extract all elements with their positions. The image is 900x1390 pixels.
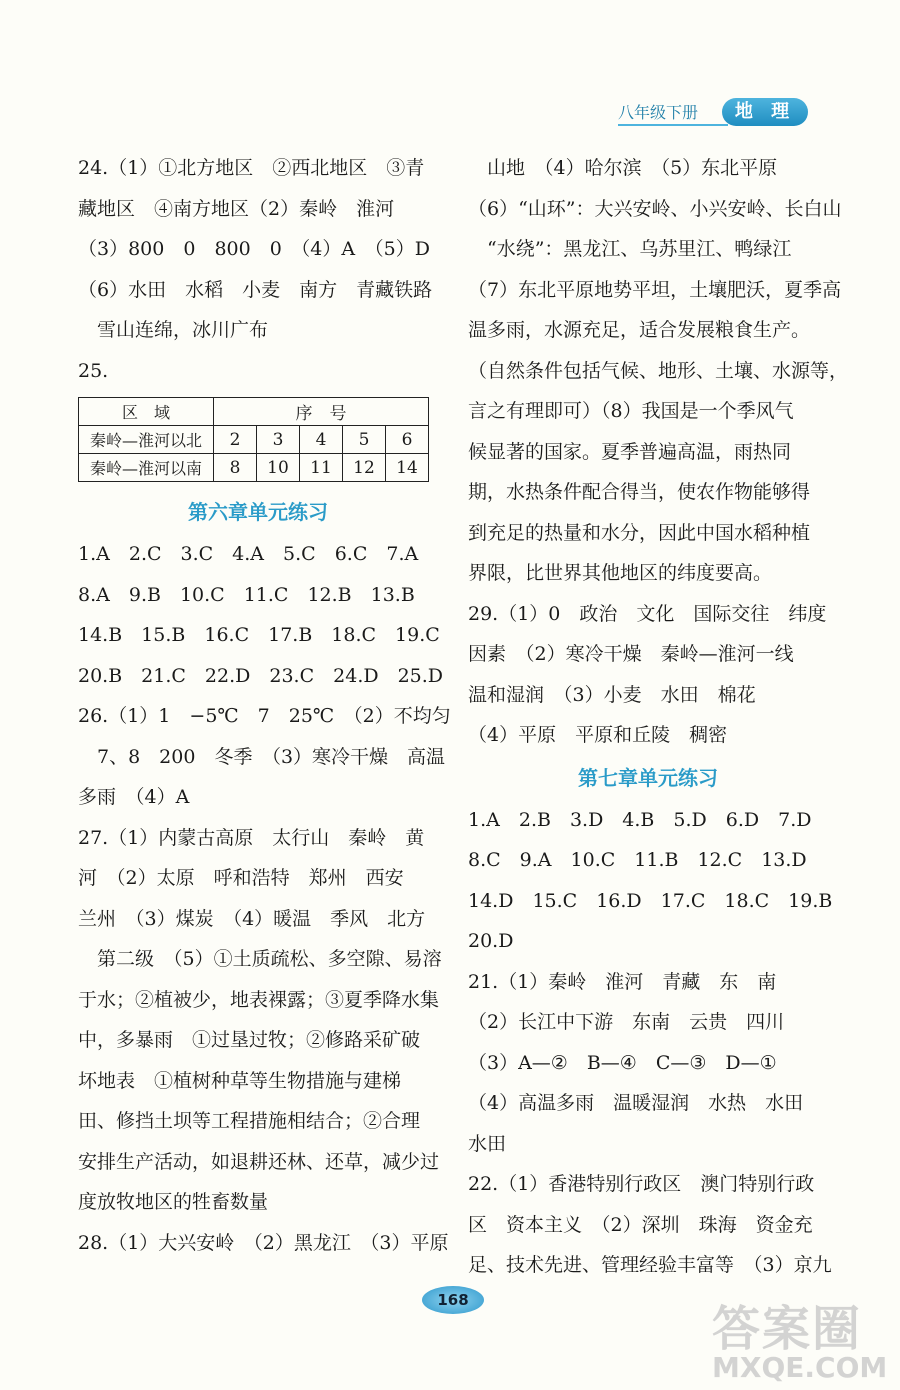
answer-line: 温和湿润 （3）小麦 水田 棉花: [468, 683, 756, 706]
table-cell: 4: [300, 426, 343, 454]
answer-line: 22.（1）香港特别行政区 澳门特别行政: [468, 1173, 815, 1195]
table-cell: 2: [214, 426, 257, 454]
answer-line: 1.A 2.B 3.D 4.B 5.D 6.D 7.D: [468, 808, 812, 831]
chapter-6-heading: 第六章单元练习: [188, 500, 328, 524]
table-row-label: 秦岭—淮河以南: [79, 454, 214, 482]
answer-line: 8.C 9.A 10.C 11.B 12.C 13.D: [468, 849, 807, 871]
answer-line: 安排生产活动，如退耕还林、还草，减少过: [78, 1150, 440, 1173]
table-header-row: [79, 398, 429, 426]
right-answers-a: [468, 148, 849, 756]
answer-line: 到充足的热量和水分，因此中国水稻种植: [468, 521, 811, 544]
table-cell: 8: [214, 454, 257, 482]
table-row: [79, 454, 429, 482]
left-column: [78, 148, 451, 1263]
answer-line: 20.B 21.C 22.D 23.C 24.D 25.D: [78, 664, 444, 687]
page-header: [618, 98, 808, 128]
table-cell: 6: [386, 426, 429, 454]
answer-line: 足、技术先进、管理经验丰富等 （3）京九: [468, 1254, 832, 1276]
answer-line: 田、修挡土坝等工程措施相结合；②合理: [78, 1110, 421, 1132]
answer-line: 25.: [78, 359, 109, 382]
watermark-text: 答案圈: [712, 1301, 863, 1357]
answer-line: 24.（1）①北方地区 ②西北地区 ③青: [78, 157, 425, 179]
table-cell: 11: [300, 454, 343, 482]
left-answers-a: [78, 148, 438, 391]
answer-line: 区 资本主义 （2）深圳 珠海 资金充: [468, 1213, 813, 1236]
answer-line: （自然条件包括气候、地形、土壤、水源等，: [468, 359, 849, 382]
header-underline: [618, 124, 728, 126]
answer-line: 29.（1）0 政治 文化 国际交往 纬度: [468, 602, 827, 625]
answer-line: 21.（1）秦岭 淮河 青藏 东 南: [468, 970, 777, 993]
answer-line: （4）高温多雨 温暖湿润 水热 水田: [468, 1092, 804, 1114]
table-row: [79, 426, 429, 454]
answer-line: 河 （2）太原 呼和浩特 郑州 西安: [78, 867, 404, 889]
answer-line: 8.A 9.B 10.C 11.C 12.B 13.B: [78, 583, 415, 606]
answer-line: （3）800 0 800 0 （4）A （5）D: [78, 238, 430, 260]
answer-line: 水田: [468, 1132, 507, 1155]
answer-line: （2）长江中下游 东南 云贵 四川: [468, 1011, 785, 1033]
right-column: [468, 148, 849, 1286]
answer-line: 温多雨，水源充足，适合发展粮食生产。: [468, 319, 811, 341]
answer-line: 期，水热条件配合得当，使农作物能够得: [468, 481, 811, 503]
page-number: 168: [422, 1286, 484, 1314]
answer-line: 7、8 200 冬季 （3）寒冷干燥 高温: [78, 745, 446, 768]
table-header-number: 序 号: [214, 398, 429, 426]
answer-line: 14.D 15.C 16.D 17.C 18.C 19.B: [468, 889, 833, 912]
table-cell: 10: [257, 454, 300, 482]
table-cell: 5: [343, 426, 386, 454]
answer-line: “水绕”：黑龙江、乌苏里江、鸭绿江: [468, 238, 792, 260]
region-table: [78, 397, 429, 482]
watermark-logo: [712, 1290, 897, 1385]
answer-line: 坏地表 ①植树种草等生物措施与建梯: [78, 1069, 402, 1092]
answer-line: 20.D: [468, 930, 514, 952]
answer-line: 兰州 （3）煤炭 （4）暖温 季风 北方: [78, 907, 426, 930]
table-header-region: 区 域: [79, 398, 214, 426]
answer-line: 1.A 2.C 3.C 4.A 5.C 6.C 7.A: [78, 543, 419, 565]
answer-line: （7）东北平原地势平坦，土壤肥沃，夏季高: [468, 278, 842, 301]
answer-line: 界限，比世界其他地区的纬度要高。: [468, 562, 773, 584]
answer-line: 27.（1）内蒙古高原 太行山 秦岭 黄: [78, 826, 425, 849]
grade-label: 八年级下册: [618, 103, 699, 122]
answer-line: 于水；②植被少，地表裸露；③夏季降水集: [78, 988, 440, 1011]
answer-line: （4）平原 平原和丘陵 稠密: [468, 724, 728, 746]
left-answers-b: [78, 534, 451, 1263]
answer-line: 14.B 15.B 16.C 17.B 18.C 19.C: [78, 624, 440, 646]
answer-line: 雪山连绵，冰川广布: [78, 319, 269, 341]
table-cell: 12: [343, 454, 386, 482]
answer-line: 言之有理即可）（8）我国是一个季风气: [468, 400, 794, 422]
answer-line: 因素 （2）寒冷干燥 秦岭—淮河一线: [468, 643, 794, 665]
answer-line: （6）“山环”：大兴安岭、小兴安岭、长白山: [468, 197, 842, 220]
answer-line: 藏地区 ④南方地区（2）秦岭 淮河: [78, 197, 395, 220]
chapter-7-heading: 第七章单元练习: [578, 765, 718, 790]
answer-line: 第二级 （5）①土质疏松、多空隙、易溶: [78, 948, 442, 970]
answer-line: 26.（1）1 −5℃ 7 25℃ （2）不均匀: [78, 705, 451, 727]
answer-line: （6）水田 水稻 小麦 南方 青藏铁路: [78, 278, 433, 301]
answer-line: 度放牧地区的牲畜数量: [78, 1191, 269, 1213]
answer-line: 山地 （4）哈尔滨 （5）东北平原: [468, 157, 778, 179]
answer-line: （3）A—② B—④ C—③ D—①: [468, 1051, 777, 1074]
answer-line: 28.（1）大兴安岭 （2）黑龙江 （3）平原: [78, 1231, 449, 1254]
table-row-label: 秦岭—淮河以北: [79, 426, 214, 454]
right-answers-b: [468, 800, 833, 1286]
answer-line: 多雨 （4）A: [78, 786, 190, 808]
subject-badge: 地 理: [722, 98, 808, 126]
answer-line: 中，多暴雨 ①过垦过牧；②修路采矿破: [78, 1029, 421, 1051]
table-cell: 14: [386, 454, 429, 482]
table-cell: 3: [257, 426, 300, 454]
watermark-url: MXQE.COM: [712, 1351, 888, 1384]
answer-line: 候显著的国家。夏季普遍高温，雨热同: [468, 440, 792, 463]
